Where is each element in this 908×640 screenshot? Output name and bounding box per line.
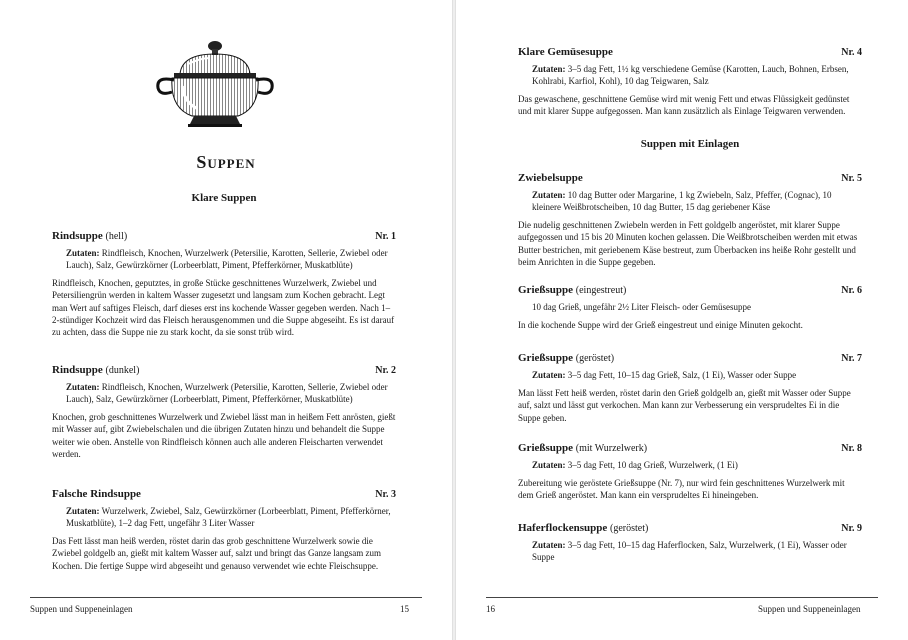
ingredients-text: Wurzelwerk, Zwiebel, Salz, Gewürzkörner (Lorbeerblatt, Piment, Pfefferkörner, Muskatblüte), 1–2 dag Fett, ungefähr 3 Liter Wasser — [66, 506, 391, 528]
ingredients-text: 3–5 dag Fett, 10 dag Grieß, Wurzelwerk, (1 Ei) — [567, 460, 738, 470]
recipe-number: Nr. 4 — [841, 47, 862, 58]
recipe-nr-2 — [52, 364, 396, 460]
ingredients-text: 10 dag Grieß, ungefähr 2½ Liter Fleisch- oder Gemüsesuppe — [532, 302, 751, 312]
section-heading-suppen-mit-einlagen: Suppen mit Einlagen — [640, 138, 740, 150]
recipe-number: Nr. 5 — [841, 173, 862, 184]
recipe-instructions: Rindfleisch, Knochen, geputztes, in große Stücke geschnittenes Wurzelwerk, Zwiebel und Petersiliengrün werden in kaltem Wasser zugesetzt und langsam zum Kochen gebracht. Legt man Wert auf saftiges Fleisch, darf dieses erst ins kochende Wasser gegeben werden. Nach 1–2-stündiger Kochzeit wird das Fleisch herausgenommen und die Suppe abgeseiht. Es ist darauf zu achten, dass die Suppe nie zu stark kocht, da sie sonst trüb wird. — [52, 278, 395, 338]
recipe-qualifier: (eingestreut) — [575, 285, 627, 296]
ingredients-label: Zutaten: — [532, 370, 566, 380]
left-page-content — [52, 192, 396, 204]
footer-title: Suppen und Suppeneinlagen — [758, 604, 861, 614]
recipe-instructions: Knochen, grob geschnittenes Wurzelwerk und Zwiebel lässt man in heißem Fett anrösten, gießt mit Wasser auf, gibt Zwiebelschalen und die übrigen Zutaten hinzu und behandelt die Suppe weiter wie oben. Anstelle von Rindfleisch können auch alle anderen Fleischarten verwendet werden. — [52, 412, 396, 459]
recipe-title: Grießsuppe — [518, 442, 574, 454]
ingredients-label: Zutaten: — [532, 540, 566, 550]
recipe-instructions: In die kochende Suppe wird der Grieß eingestreut und einige Minuten gekocht. — [518, 320, 803, 330]
recipe-nr-3 — [52, 488, 396, 572]
soup-tureen-illustration — [150, 36, 280, 132]
recipe-title: Grießsuppe — [518, 352, 574, 364]
ingredients-text: 3–5 dag Fett, 10–15 dag Haferflocken, Salz, Wurzelwerk, (1 Ei), Wasser oder Suppe — [532, 540, 847, 562]
footer-title: Suppen und Suppeneinlagen — [30, 604, 133, 614]
recipe-title: Zwiebelsuppe — [518, 172, 583, 184]
recipe-number: Nr. 1 — [375, 231, 396, 242]
recipe-nr-4 — [518, 46, 862, 118]
recipe-instructions: Die nudelig geschnittenen Zwiebeln werden in Fett goldgelb angeröstet, mit klarer Suppe aufgegossen und 15 bis 20 Minuten kochen gelassen. Die Weißbrotscheiben werden mit etwas Butter bestrichen, mit geriebenem Käse bestreut, zum Überbacken ins heiße Rohr gestellt und beim Anrichten in die Suppe gegeben. — [518, 220, 858, 267]
recipe-ingredients — [52, 381, 396, 405]
recipe-ingredients — [52, 505, 396, 529]
recipe-nr-6 — [518, 284, 862, 331]
recipe-ingredients — [518, 539, 862, 563]
recipe-instructions: Das gewaschene, geschnittene Gemüse wird mit wenig Fett und etwas Flüssigkeit gedünstet und mit klarer Suppe aufgegossen. Man kann zusätzlich als Einlage Teigwaren verwenden. — [518, 94, 850, 117]
recipe-instructions: Das Fett lässt man heiß werden, röstet darin das grob geschnittene Wurzelwerk sowie die Zwiebel goldgelb an, gießt mit kaltem Wasser auf, salzt und bringt das Ganze langsam zum Kochen. Die fertige Suppe wird abgeseiht und genauso verwendet wie echte Fleischsuppe. — [52, 536, 382, 571]
ingredients-label: Zutaten: — [66, 248, 100, 258]
recipe-header — [518, 352, 862, 364]
section-heading-klare-suppen: Klare Suppen — [191, 192, 257, 204]
right-page — [456, 0, 908, 640]
recipe-header — [518, 522, 862, 534]
recipe-ingredients — [518, 369, 862, 381]
recipe-nr-5 — [518, 172, 862, 268]
recipe-title: Haferflockensuppe — [518, 522, 608, 534]
recipe-title: Rindsuppe — [52, 230, 103, 242]
page-number: 16 — [486, 604, 495, 614]
recipe-ingredients — [518, 63, 862, 87]
recipe-number: Nr. 8 — [841, 443, 862, 454]
recipe-header — [52, 488, 396, 500]
recipe-nr-1 — [52, 230, 396, 338]
recipe-nr-7 — [518, 352, 862, 424]
recipe-number: Nr. 6 — [841, 285, 862, 296]
ingredients-text: 3–5 dag Fett, 1½ kg verschiedene Gemüse (Karotten, Lauch, Bohnen, Erbsen, Kohlrabi, Karfiol, Kohl), 10 dag Teigwaren, Salz — [532, 64, 849, 86]
footer-rule — [30, 597, 422, 598]
recipe-qualifier: (hell) — [105, 231, 128, 242]
recipe-ingredients — [52, 247, 396, 271]
ingredients-text: 3–5 dag Fett, 10–15 dag Grieß, Salz, (1 Ei), Wasser oder Suppe — [567, 370, 797, 380]
ingredients-label: Zutaten: — [532, 460, 566, 470]
ingredients-text: 10 dag Butter oder Margarine, 1 kg Zwiebeln, Salz, Pfeffer, (Cognac), 10 kleinere Weißbrotscheiben, 10 dag Butter, 15 dag geriebener Käse — [532, 190, 832, 212]
recipe-header — [52, 364, 396, 376]
recipe-qualifier: (dunkel) — [105, 365, 140, 376]
recipe-header — [52, 230, 396, 242]
recipe-ingredients — [518, 459, 862, 471]
chapter-title: Suppen — [196, 152, 256, 172]
recipe-qualifier: (geröstet) — [575, 353, 615, 364]
footer-rule — [486, 597, 878, 598]
ingredients-label: Zutaten: — [66, 506, 100, 516]
recipe-ingredients — [518, 189, 862, 213]
recipe-header — [518, 284, 862, 296]
recipe-nr-9 — [518, 522, 862, 569]
ingredients-label: Zutaten: — [532, 190, 566, 200]
ingredients-label: Zutaten: — [532, 64, 566, 74]
ingredients-label: Zutaten: — [66, 382, 100, 392]
recipe-number: Nr. 9 — [841, 523, 862, 534]
recipe-title: Rindsuppe — [52, 364, 103, 376]
recipe-qualifier: (mit Wurzelwerk) — [575, 443, 648, 454]
recipe-instructions: Man lässt Fett heiß werden, röstet darin den Grieß goldgelb an, gießt mit Wasser oder Suppe auf, salzt und lässt gut verkochen. Man kann zur Verbesserung ein versprudeltes Ei in die Suppe geben. — [518, 388, 851, 423]
recipe-number: Nr. 2 — [375, 365, 396, 376]
recipe-header — [518, 172, 862, 184]
recipe-title: Falsche Rindsuppe — [52, 488, 141, 500]
page-number: 15 — [400, 604, 409, 614]
recipe-header — [518, 46, 862, 58]
recipe-ingredients — [518, 301, 862, 313]
recipe-number: Nr. 3 — [375, 489, 396, 500]
right-section — [518, 138, 862, 150]
ingredients-text: Rindfleisch, Knochen, Wurzelwerk (Petersilie, Karotten, Sellerie, Zwiebel oder Lauch), Salz, Gewürzkörner (Lorbeerblatt, Piment, Pfefferkörner, Muskatblüte) — [66, 382, 388, 404]
recipe-title: Klare Gemüsesuppe — [518, 46, 613, 58]
recipe-instructions: Zubereitung wie geröstete Grießsuppe (Nr. 7), nur wird fein geschnittenes Wurzelwerk mit dem Grieß angeröstet. Man kann ein versprudeltes Ei hineingeben. — [518, 478, 845, 501]
left-page — [0, 0, 452, 640]
recipe-nr-8 — [518, 442, 862, 502]
recipe-title: Grießsuppe — [518, 284, 574, 296]
recipe-header — [518, 442, 862, 454]
recipe-number: Nr. 7 — [841, 353, 862, 364]
ingredients-text: Rindfleisch, Knochen, Wurzelwerk (Petersilie, Karotten, Sellerie, Zwiebel oder Lauch), Salz, Gewürzkörner (Lorbeerblatt, Piment, Pfefferkörner, Muskatblüte) — [66, 248, 388, 270]
recipe-qualifier: (geröstet) — [609, 523, 649, 534]
